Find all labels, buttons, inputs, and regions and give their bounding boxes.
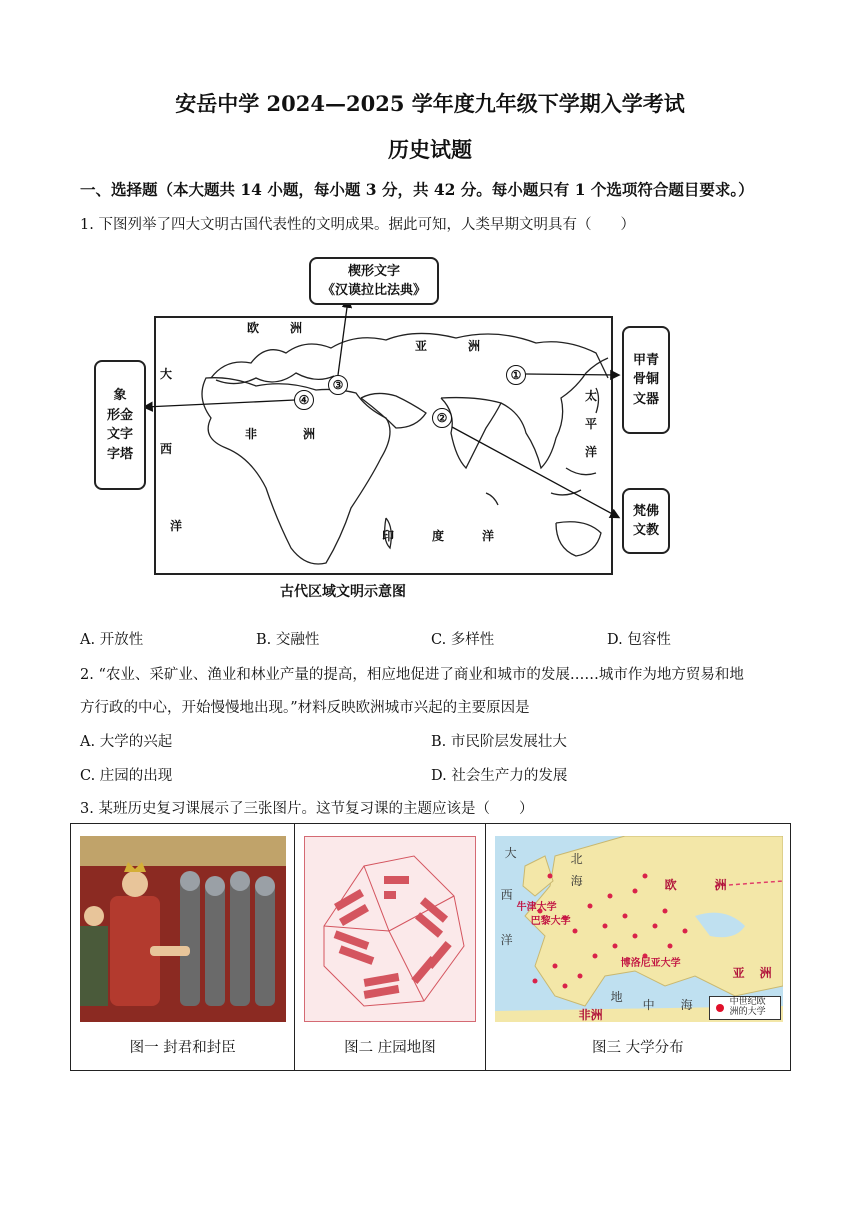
map3-label-paris: 巴黎大学 [530,916,571,927]
picture-caption-1: 图一 封君和封臣 [129,1040,236,1056]
map3-label-north-sea-2: 海 [570,874,583,888]
label-da: 大 [160,367,173,381]
box-india [622,488,670,554]
feudal-homage-image [80,836,286,1022]
map3-label-bologna: 博洛尼亚大学 [620,958,681,969]
page-title: 安岳中学 2024—2025 学年度九年级下学期入学考试 [175,91,685,116]
university-map-image [495,836,783,1022]
label-xi: 西 [160,442,173,456]
label-yang3: 洋 [585,445,598,459]
picture-caption-2: 图二 庄园地图 [344,1040,436,1056]
question-1-stem: 1. 下图列举了四大文明古国代表性的文明成果。据此可知，人类早期文明具有（ ） [80,217,635,233]
q1-option-a[interactable]: A. 开放性 [80,632,144,648]
q1-option-b[interactable]: B. 交融性 [256,632,320,648]
page-subtitle: 历史试题 [388,137,472,162]
map3-label-oxford: 牛津大学 [516,902,557,913]
legend-line2: 洲的大学 [729,1007,766,1017]
label-du: 度 [432,529,445,543]
q2-option-b[interactable]: B. 市民阶层发展壮大 [431,734,567,750]
marker-2: ② [432,408,452,428]
label-zhou2: 洲 [468,339,481,353]
map3-label-med-2: 中 [642,998,655,1012]
box-right-bottom-line2: 文教 [632,523,659,538]
q2-option-d[interactable]: D. 社会生产力的发展 [431,768,568,784]
box-right-top-line1: 甲青 [632,352,659,368]
box-left-line4: 字塔 [106,446,133,462]
map3-label-da: 大 [504,846,517,860]
manor-map-image [304,836,476,1022]
box-right-bottom-line1: 梵佛 [632,503,659,519]
map-arrows [90,255,680,600]
label-yang1: 洋 [170,519,183,533]
picture-caption-3: 图三 大学分布 [591,1040,684,1056]
box-left-line3: 文字 [106,427,133,442]
label-yin: 印 [382,529,395,543]
picture-cell-1 [71,824,295,1071]
legend-dot-icon [716,1004,724,1012]
box-left-line1: 象 [113,388,127,403]
question-2-stem-line1: 2. “农业、采矿业、渔业和林业产量的提高，相应地促进了商业和城市的发展……城市作为地方贸易和地 [80,667,744,683]
q1-option-c[interactable]: C. 多样性 [431,632,495,648]
box-china [622,326,670,434]
picture-cell-3 [485,824,790,1071]
label-yang2: 洋 [482,529,495,543]
map3-label-xi: 西 [500,888,513,902]
map3-label-med-1: 地 [610,990,623,1004]
box-left-line2: 形金 [106,407,133,423]
map3-legend [709,996,781,1020]
label-tai: 太 [585,389,598,403]
box-egypt [94,360,146,490]
label-zhou3: 洲 [303,427,316,441]
label-ou: 欧 [247,321,260,335]
marker-1: ① [506,365,526,385]
section-heading: 一、选择题（本大题共 14 小题，每小题 3 分，共 42 分。每小题只有 1 个选项符合题目要求。） [80,180,754,199]
map3-label-asia-1: 亚 [732,966,745,980]
marker-3: ③ [328,375,348,395]
box-right-top-line2: 骨铜 [632,372,659,388]
marker-4: ④ [294,390,314,410]
map3-label-north-sea-1: 北 [570,852,583,866]
label-fei: 非 [245,427,258,441]
map3-label-asia-2: 洲 [759,966,772,980]
q1-option-d[interactable]: D. 包容性 [607,632,671,648]
label-ping: 平 [585,417,598,431]
question-3-stem: 3. 某班历史复习课展示了三张图片。这节复习课的主题应该是（ ） [80,801,534,817]
map-caption: 古代区域文明示意图 [280,584,406,600]
box-right-top-line3: 文器 [632,391,659,407]
label-ya: 亚 [415,339,428,353]
q3-picture-table [70,823,791,1071]
legend-line1: 中世纪欧 [729,997,766,1008]
question-2-stem-line2: 方行政的中心，开始慢慢地出现。”材料反映欧洲城市兴起的主要原因是 [80,700,530,716]
label-zhou1: 洲 [290,321,303,335]
picture-cell-2 [295,824,485,1071]
civilization-map-figure [90,255,680,600]
map3-label-europe-1: 欧 [664,878,677,892]
map3-label-africa: 非洲 [578,1008,603,1022]
box-top-line1: 楔形文字 [347,263,400,279]
q2-option-c[interactable]: C. 庄园的出现 [80,768,173,784]
box-top-line2: 《汉谟拉比法典》 [321,283,426,298]
box-mesopotamia [309,257,439,305]
map3-label-europe-2: 洲 [714,878,727,892]
map3-label-yang: 洋 [500,933,513,947]
university-map-shapes [495,836,783,1022]
map3-label-med-3: 海 [680,998,693,1012]
q2-option-a[interactable]: A. 大学的兴起 [80,734,173,750]
